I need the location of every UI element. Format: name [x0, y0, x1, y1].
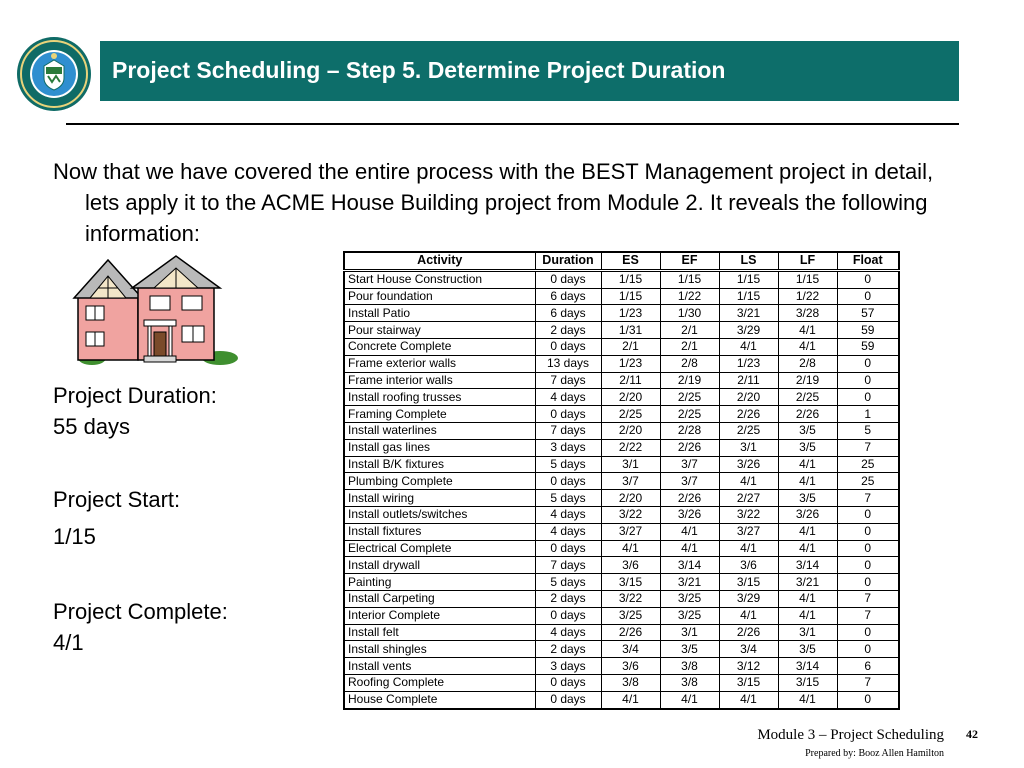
table-cell: Electrical Complete: [344, 540, 535, 557]
table-cell: 2/26: [778, 406, 837, 423]
table-cell: 3/8: [660, 658, 719, 675]
table-cell: 7 days: [535, 372, 601, 389]
table-cell: 7 days: [535, 557, 601, 574]
table-cell: 0 days: [535, 540, 601, 557]
table-cell: Interior Complete: [344, 607, 535, 624]
slide-title: Project Scheduling – Step 5. Determine Project Duration: [112, 57, 726, 83]
title-divider: [66, 123, 959, 125]
column-header: LS: [719, 252, 778, 270]
table-row: [344, 607, 899, 624]
table-cell: 3/21: [778, 574, 837, 591]
table-cell: 4/1: [778, 691, 837, 708]
table-cell: 3/29: [719, 590, 778, 607]
table-cell: 3/1: [778, 624, 837, 641]
table-cell: Install outlets/switches: [344, 506, 535, 523]
project-duration-label: Project Duration:: [53, 383, 217, 408]
table-cell: 3/8: [660, 674, 719, 691]
table-cell: 3/22: [601, 506, 660, 523]
table-cell: 3/15: [719, 574, 778, 591]
table-cell: 1/31: [601, 322, 660, 339]
table-cell: 2/25: [660, 389, 719, 406]
table-cell: 4/1: [601, 691, 660, 708]
table-cell: 6 days: [535, 305, 601, 322]
table-row: [344, 389, 899, 406]
table-cell: 3/6: [601, 658, 660, 675]
project-complete-label: Project Complete:: [53, 599, 228, 624]
table-cell: 3/25: [660, 590, 719, 607]
table-cell: 2/25: [660, 406, 719, 423]
table-cell: 2/20: [601, 422, 660, 439]
table-cell: 2/19: [660, 372, 719, 389]
table-cell: 1/15: [778, 270, 837, 288]
table-cell: 4 days: [535, 506, 601, 523]
table-cell: 4/1: [660, 691, 719, 708]
table-cell: Install Carpeting: [344, 590, 535, 607]
table-cell: 3/12: [719, 658, 778, 675]
table-cell: 6: [837, 658, 899, 675]
table-cell: 0: [837, 691, 899, 708]
table-cell: 0: [837, 540, 899, 557]
table-cell: 2/26: [601, 624, 660, 641]
table-cell: 3/1: [660, 624, 719, 641]
table-cell: 2/26: [660, 490, 719, 507]
table-cell: 0: [837, 624, 899, 641]
table-row: [344, 506, 899, 523]
table-cell: 3/26: [778, 506, 837, 523]
table-cell: 1/15: [719, 270, 778, 288]
table-cell: 3/1: [719, 439, 778, 456]
table-cell: 2/20: [601, 490, 660, 507]
table-cell: Install waterlines: [344, 422, 535, 439]
table-row: [344, 406, 899, 423]
table-cell: 3/22: [719, 506, 778, 523]
table-row: [344, 540, 899, 557]
table-cell: 59: [837, 322, 899, 339]
table-cell: 4/1: [778, 540, 837, 557]
table-cell: 4/1: [660, 540, 719, 557]
table-row: [344, 422, 899, 439]
table-cell: 0: [837, 574, 899, 591]
table-row: [344, 456, 899, 473]
table-cell: 0: [837, 557, 899, 574]
table-cell: 3/25: [660, 607, 719, 624]
table-cell: Install Patio: [344, 305, 535, 322]
table-cell: 0 days: [535, 473, 601, 490]
table-cell: 3/15: [601, 574, 660, 591]
table-cell: 3/6: [601, 557, 660, 574]
table-cell: 3/5: [778, 490, 837, 507]
table-row: [344, 270, 899, 288]
table-cell: 4 days: [535, 523, 601, 540]
table-cell: 2/20: [601, 389, 660, 406]
table-cell: 0: [837, 288, 899, 305]
table-cell: 2/11: [601, 372, 660, 389]
table-cell: Install roofing trusses: [344, 389, 535, 406]
table-cell: 3/21: [660, 574, 719, 591]
table-cell: 7: [837, 439, 899, 456]
table-cell: 3/15: [719, 674, 778, 691]
table-cell: 0: [837, 389, 899, 406]
table-cell: 1/23: [601, 355, 660, 372]
table-cell: 2/26: [719, 406, 778, 423]
table-row: [344, 658, 899, 675]
table-cell: 3/4: [719, 641, 778, 658]
table-cell: 3/5: [778, 439, 837, 456]
table-cell: 2/25: [601, 406, 660, 423]
project-complete-value: 4/1: [53, 630, 84, 655]
table-row: [344, 557, 899, 574]
department-seal-icon: [8, 36, 100, 112]
table-cell: 7: [837, 674, 899, 691]
table-cell: 0 days: [535, 691, 601, 708]
table-cell: 2/1: [660, 338, 719, 355]
table-cell: 0 days: [535, 338, 601, 355]
table-cell: 3/7: [660, 473, 719, 490]
table-cell: 2/25: [719, 422, 778, 439]
table-cell: 2/8: [660, 355, 719, 372]
table-cell: 4/1: [601, 540, 660, 557]
table-cell: 2 days: [535, 641, 601, 658]
column-header: Float: [837, 252, 899, 270]
column-header: Duration: [535, 252, 601, 270]
table-cell: 1/15: [601, 288, 660, 305]
table-cell: 1/15: [601, 270, 660, 288]
table-cell: 3/22: [601, 590, 660, 607]
table-row: [344, 322, 899, 339]
table-cell: 2/11: [719, 372, 778, 389]
table-row: [344, 355, 899, 372]
table-cell: 0: [837, 355, 899, 372]
table-cell: 2/25: [778, 389, 837, 406]
table-cell: 3/25: [601, 607, 660, 624]
table-cell: 1/30: [660, 305, 719, 322]
table-row: [344, 439, 899, 456]
table-cell: 0: [837, 372, 899, 389]
table-cell: 0: [837, 270, 899, 288]
table-cell: 4/1: [778, 523, 837, 540]
table-cell: 1/22: [778, 288, 837, 305]
schedule-table: [343, 251, 900, 710]
table-cell: Concrete Complete: [344, 338, 535, 355]
table-cell: 2/28: [660, 422, 719, 439]
table-cell: 3/8: [601, 674, 660, 691]
table-cell: 6 days: [535, 288, 601, 305]
table-cell: 3/6: [719, 557, 778, 574]
table-cell: Painting: [344, 574, 535, 591]
table-cell: Frame exterior walls: [344, 355, 535, 372]
table-row: [344, 305, 899, 322]
table-cell: 3/14: [778, 557, 837, 574]
table-cell: 3/29: [719, 322, 778, 339]
table-cell: Install fixtures: [344, 523, 535, 540]
table-cell: 3/28: [778, 305, 837, 322]
table-cell: 0 days: [535, 406, 601, 423]
table-cell: House Complete: [344, 691, 535, 708]
table-cell: Pour foundation: [344, 288, 535, 305]
table-cell: 7: [837, 607, 899, 624]
table-cell: 4/1: [719, 473, 778, 490]
table-cell: 3/5: [778, 641, 837, 658]
table-cell: 2 days: [535, 322, 601, 339]
page-number: 42: [966, 727, 978, 741]
table-row: [344, 641, 899, 658]
table-cell: 3/7: [660, 456, 719, 473]
table-cell: 13 days: [535, 355, 601, 372]
table-cell: 4/1: [719, 607, 778, 624]
table-cell: Plumbing Complete: [344, 473, 535, 490]
table-cell: 3 days: [535, 658, 601, 675]
table-row: [344, 691, 899, 708]
table-cell: 1/15: [660, 270, 719, 288]
table-cell: 57: [837, 305, 899, 322]
table-cell: Install drywall: [344, 557, 535, 574]
table-cell: 3/7: [601, 473, 660, 490]
table-row: [344, 372, 899, 389]
table-cell: Install vents: [344, 658, 535, 675]
table-cell: 59: [837, 338, 899, 355]
table-row: [344, 490, 899, 507]
table-cell: Framing Complete: [344, 406, 535, 423]
table-cell: 3/5: [778, 422, 837, 439]
table-cell: 2/26: [660, 439, 719, 456]
column-header: Activity: [344, 252, 535, 270]
table-cell: 3/1: [601, 456, 660, 473]
table-cell: Pour stairway: [344, 322, 535, 339]
table-cell: 2/1: [660, 322, 719, 339]
table-cell: 7 days: [535, 422, 601, 439]
intro-paragraph: Now that we have covered the entire process with the BEST Management project in detail, lets apply it to the ACME House Building project from Module 2. It reveals the following information:: [53, 159, 934, 246]
project-start-value: 1/15: [53, 524, 96, 549]
table-cell: 1: [837, 406, 899, 423]
table-cell: 4/1: [778, 338, 837, 355]
table-cell: 4/1: [778, 473, 837, 490]
table-cell: 2/27: [719, 490, 778, 507]
table-cell: 2/8: [778, 355, 837, 372]
table-row: [344, 523, 899, 540]
table-cell: 1/22: [660, 288, 719, 305]
column-header: ES: [601, 252, 660, 270]
table-cell: 0: [837, 523, 899, 540]
table-cell: Frame interior walls: [344, 372, 535, 389]
table-cell: 4/1: [719, 540, 778, 557]
table-cell: 4 days: [535, 389, 601, 406]
column-header: EF: [660, 252, 719, 270]
table-cell: 4/1: [778, 322, 837, 339]
table-cell: 3/26: [719, 456, 778, 473]
table-cell: 5 days: [535, 456, 601, 473]
table-row: [344, 674, 899, 691]
table-header-row: [344, 252, 899, 270]
table-cell: Install B/K fixtures: [344, 456, 535, 473]
table-cell: Install gas lines: [344, 439, 535, 456]
table-cell: 3/27: [719, 523, 778, 540]
table-cell: 3/14: [778, 658, 837, 675]
table-cell: 0 days: [535, 270, 601, 288]
table-cell: 5 days: [535, 574, 601, 591]
table-cell: 3/4: [601, 641, 660, 658]
column-header: LF: [778, 252, 837, 270]
table-cell: 2 days: [535, 590, 601, 607]
table-cell: 5: [837, 422, 899, 439]
table-cell: 25: [837, 473, 899, 490]
table-cell: 3/5: [660, 641, 719, 658]
table-cell: 0 days: [535, 674, 601, 691]
table-row: [344, 288, 899, 305]
table-cell: Install felt: [344, 624, 535, 641]
house-clipart-icon: [70, 252, 250, 370]
table-cell: 3/27: [601, 523, 660, 540]
table-cell: 3/15: [778, 674, 837, 691]
table-cell: 4/1: [719, 691, 778, 708]
project-start-label: Project Start:: [53, 487, 181, 512]
footer-module: Module 3 – Project Scheduling: [757, 727, 944, 743]
table-cell: 4/1: [778, 456, 837, 473]
table-cell: Install shingles: [344, 641, 535, 658]
table-cell: 5 days: [535, 490, 601, 507]
table-row: [344, 624, 899, 641]
table-cell: 25: [837, 456, 899, 473]
table-cell: 2/26: [719, 624, 778, 641]
table-row: [344, 473, 899, 490]
table-row: [344, 574, 899, 591]
table-cell: 4/1: [660, 523, 719, 540]
table-cell: 4 days: [535, 624, 601, 641]
table-row: [344, 590, 899, 607]
table-cell: 0 days: [535, 607, 601, 624]
table-cell: Roofing Complete: [344, 674, 535, 691]
table-cell: 1/23: [719, 355, 778, 372]
table-cell: 7: [837, 590, 899, 607]
title-bar: [100, 41, 959, 101]
table-cell: 0: [837, 506, 899, 523]
table-cell: 0: [837, 641, 899, 658]
table-cell: 4/1: [778, 607, 837, 624]
table-cell: 2/22: [601, 439, 660, 456]
table-cell: Install wiring: [344, 490, 535, 507]
table-cell: Start House Construction: [344, 270, 535, 288]
table-cell: 4/1: [778, 590, 837, 607]
project-duration-value: 55 days: [53, 414, 131, 439]
table-cell: 2/19: [778, 372, 837, 389]
table-cell: 2/20: [719, 389, 778, 406]
table-cell: 3/21: [719, 305, 778, 322]
table-cell: 2/1: [601, 338, 660, 355]
footer-prepared-by: Prepared by: Booz Allen Hamilton: [805, 748, 944, 759]
table-cell: 1/15: [719, 288, 778, 305]
table-cell: 1/23: [601, 305, 660, 322]
table-cell: 3 days: [535, 439, 601, 456]
table-cell: 7: [837, 490, 899, 507]
table-row: [344, 338, 899, 355]
table-cell: 4/1: [719, 338, 778, 355]
table-cell: 3/14: [660, 557, 719, 574]
table-cell: 3/26: [660, 506, 719, 523]
